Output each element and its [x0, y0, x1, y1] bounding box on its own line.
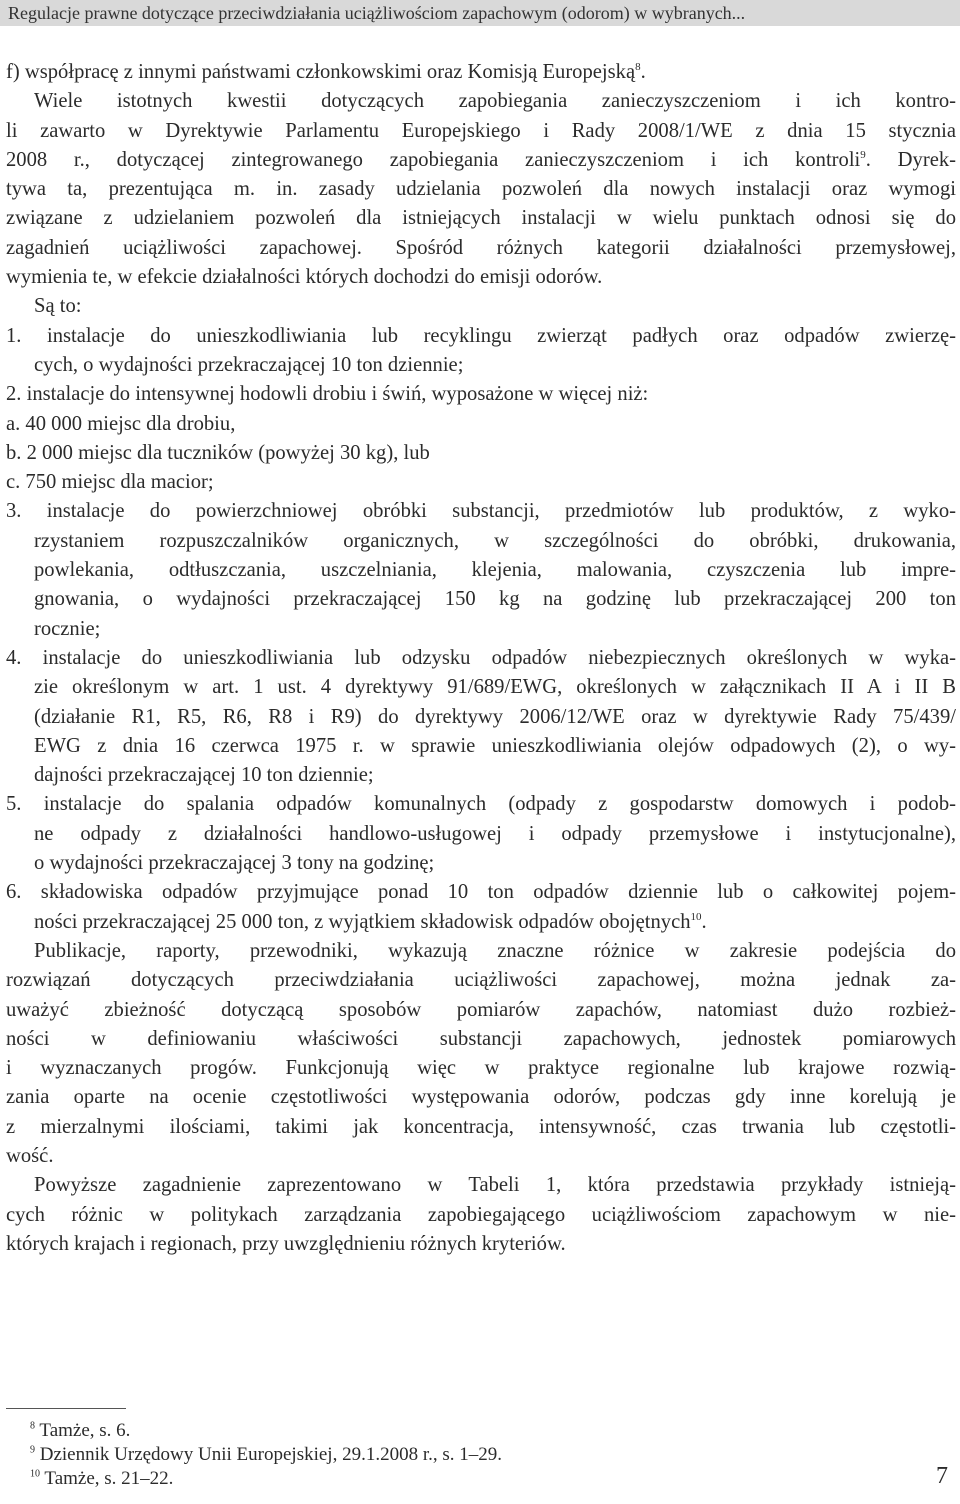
text-line: tywa ta, prezentująca m. in. zasady udzielania pozwoleń dla nowych instalacji oraz wymogi — [6, 178, 956, 201]
text-line: rzystaniem rozpuszczalników organicznych, w szczególności do obróbki, drukowania, — [34, 529, 956, 552]
text-line — [6, 146, 956, 175]
text-line: li zawarto w Dyrektywie Parlamentu Europejskiego i Rady 2008/1/WE z dnia 15 stycznia — [6, 119, 956, 142]
footnote-separator — [6, 1408, 126, 1409]
text-line: cych, o wydajności przekraczającej 10 ton dziennie; — [34, 353, 464, 376]
text-line: (działanie R1, R5, R6, R8 i R9) do dyrektywy 2006/12/WE oraz w dyrektywie Rady 75/439/ — [34, 705, 956, 728]
text-fragment: f) współpracę z innymi państwami członkowskimi oraz Komisją Europejską — [6, 61, 636, 83]
text-line: wymienia te, w efekcie działalności których dochodzi do emisji odorów. — [6, 266, 603, 289]
footnote — [30, 1468, 173, 1490]
text-line: Wiele istotnych kwestii dotyczących zapobiegania zanieczyszczeniom i ich kontro- — [34, 90, 956, 113]
text-line: uważyć zbieżność dotyczącą sposobów pomiarów zapachów, natomiast dużo rozbież- — [6, 998, 956, 1021]
text-line: powlekania, odtłuszczania, uszczelniania, klejenia, malowania, czyszczenia lub impre- — [34, 559, 956, 582]
text-fragment: ności przekraczającej 25 000 ton, z wyjątkiem składowisk odpadów obojętnych — [34, 910, 691, 933]
sub-list-item: a. 40 000 miejsc dla drobiu, — [6, 412, 236, 435]
page-number: 7 — [936, 1463, 948, 1489]
running-header — [0, 0, 960, 26]
footnote — [30, 1444, 502, 1466]
text-line — [6, 58, 956, 87]
text-line: Publikacje, raporty, przewodniki, wykazują znaczne różnice w zakresie podejścia do — [34, 939, 956, 962]
text-line: których krajach i regionach, przy uwzględnieniu różnych kryteriów. — [6, 1232, 566, 1255]
text-line: Powyższe zagadnienie zaprezentowano w Tabeli 1, która przedstawia przykłady istnieją- — [34, 1174, 956, 1197]
sub-list-item: b. 2 000 miejsc dla tuczników (powyżej 30 kg), lub — [6, 441, 430, 464]
text-line: o wydajności przekraczającej 3 tony na godzinę; — [34, 852, 435, 875]
text-fragment: . — [701, 910, 707, 933]
text-line: Są to: — [34, 295, 82, 318]
text-line: z mierzalnymi ilościami, takimi jak koncentracja, intensywność, czas trwania lub częstotli- — [6, 1115, 956, 1138]
text-line: i wyznaczanych progów. Funkcjonują więc w praktyce regionalne lub krajowe rozwią- — [6, 1057, 956, 1080]
list-item: 6. składowiska odpadów przyjmujące ponad 10 ton odpadów dziennie lub o całkowitej pojem- — [6, 881, 956, 904]
footnote-text: Tamże, s. 21–22. — [44, 1468, 174, 1489]
text-line: cych różnic w politykach zarządzania zapobiegającego uciążliwościom zapachowym w nie- — [6, 1203, 956, 1226]
text-line: zie określonym w art. 1 ust. 4 dyrektywy 91/689/EWG, określonych w załącznikach II A i II B — [34, 676, 956, 699]
text-line: zania oparte na ocenie częstotliwości występowania odorów, podczas gdy inne korelują je — [6, 1086, 956, 1109]
footnote-text: Tamże, s. 6. — [39, 1420, 131, 1441]
text-line: wość. — [6, 1144, 54, 1167]
text-line: gnowania, o wydajności przekraczającej 150 kg na godzinę lub przekraczającej 200 ton — [34, 588, 956, 611]
footnote-number: 9 — [30, 1444, 35, 1456]
text-fragment: . — [640, 61, 646, 83]
footnote-number: 10 — [30, 1468, 40, 1480]
footnote-ref[interactable]: 10 — [690, 910, 702, 923]
running-title: Regulacje prawne dotyczące przeciwdziałania uciążliwościom zapachowym (odorom) w wybranych... — [8, 3, 746, 23]
sub-list-item: c. 750 miejsc dla macior; — [6, 471, 214, 494]
text-line: rozwiązań dotyczących przeciwdziałania uciążliwości zapachowej, można jednak za- — [6, 969, 956, 992]
list-item: 4. instalacje do unieszkodliwiania lub odzysku odpadów niebezpiecznych określonych w wyka- — [6, 646, 956, 669]
text-line — [6, 908, 956, 937]
list-item: 1. instalacje do unieszkodliwiania lub recyklingu zwierząt padłych oraz odpadów zwierzę- — [6, 324, 956, 347]
text-fragment: . Dyrek- — [865, 148, 956, 171]
text-line: dajności przekraczającej 10 ton dziennie; — [34, 764, 374, 787]
footnote-ref[interactable]: 9 — [860, 149, 866, 162]
list-item: 2. instalacje do intensywnej hodowli drobiu i świń, wyposażone w więcej niż: — [6, 383, 649, 406]
body-text — [6, 58, 956, 1259]
text-line: ności w definiowaniu właściwości substancji zapachowych, jednostek pomiarowych — [6, 1027, 956, 1050]
footnote — [30, 1420, 130, 1442]
text-line: rocznie; — [34, 617, 101, 640]
list-item: 3. instalacje do powierzchniowej obróbki substancji, przedmiotów lub produktów, z wyko- — [6, 500, 956, 523]
footnote-number: 8 — [30, 1420, 35, 1432]
text-line: zagadnień uciążliwości zapachowej. Spośród różnych kategorii działalności przemysłowej, — [6, 236, 956, 259]
footnote-ref[interactable]: 8 — [635, 61, 641, 74]
text-fragment: 2008 r., dotyczącej zintegrowanego zapobiegania zanieczyszczeniom i ich kontroli — [6, 148, 861, 171]
list-item: 5. instalacje do spalania odpadów komunalnych (odpady z gospodarstw domowych i podob- — [6, 793, 956, 816]
text-line: ne odpady z działalności handlowo-usługowej i odpady przemysłowe i instytucjonalne), — [34, 822, 956, 845]
footnote-text: Dziennik Urzędowy Unii Europejskiej, 29.1.2008 r., s. 1–29. — [39, 1444, 503, 1465]
text-line: związane z udzielaniem pozwoleń dla istniejących instalacji w wielu punktach odnosi się do — [6, 207, 956, 230]
text-line: EWG z dnia 16 czerwca 1975 r. w sprawie unieszkodliwiania olejów odpadowych (2), o wy- — [34, 734, 956, 757]
